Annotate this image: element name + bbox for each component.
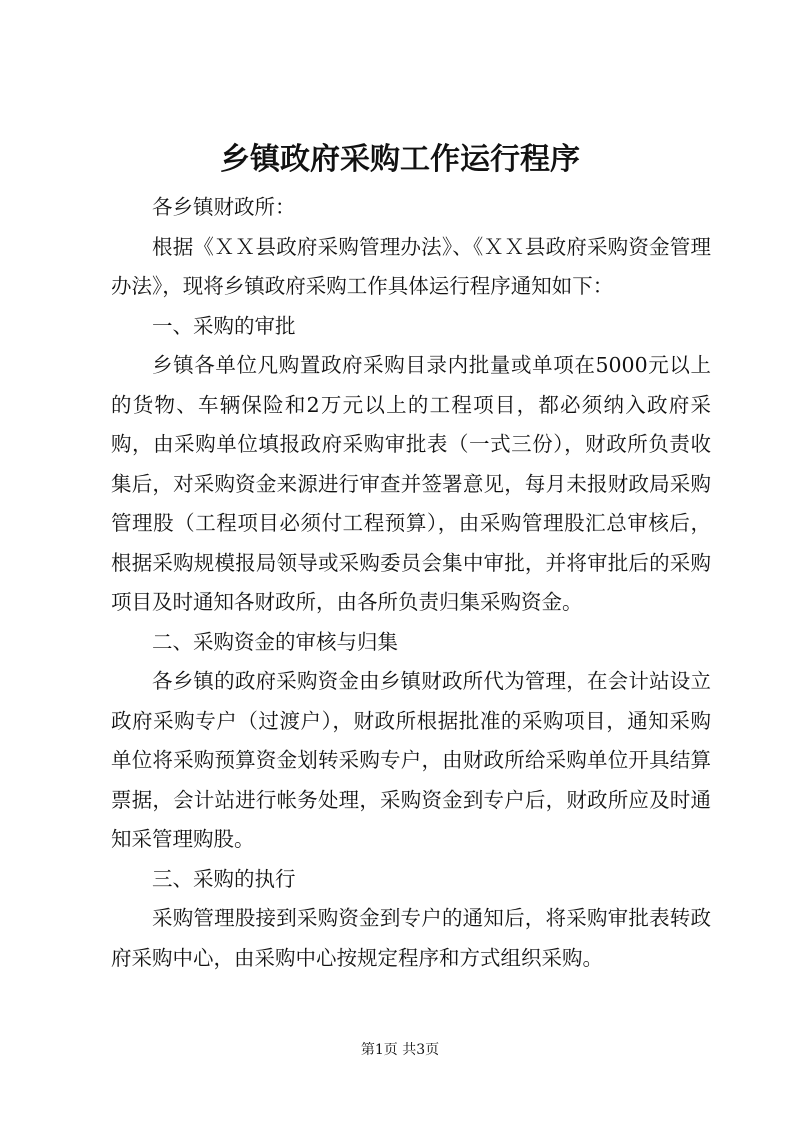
- section-text-funds: 各乡镇的政府采购资金由乡镇财政所代为管理，在会计站设立政府采购专户（过渡户），财政所根据批准的采购项目，通知采购单位将采购预算资金划转采购专户，由财政所给采购单位开具结算票据，会计站进行帐务处理，采购资金到专户后，财政所应及时通知采管理购股。: [111, 669, 711, 851]
- intro-paragraph: 根据《ＸＸ县政府采购管理办法》、《ＸＸ县政府采购资金管理办法》，现将乡镇政府采购工作具体运行程序通知如下：: [111, 234, 711, 298]
- section-text-execution: 采购管理股接到采购资金到专户的通知后，将采购审批表转政府采购中心，由采购中心按规定程序和方式组织采购。: [111, 906, 711, 970]
- document-body: [111, 188, 711, 978]
- salutation: 各乡镇财政所：: [152, 195, 296, 219]
- section-text-approval: 乡镇各单位凡购置政府采购目录内批量或单项在5000元以上的货物、车辆保险和2万元以上的工程项目，都必须纳入政府采购，由采购单位填报政府采购审批表（一式三份），财政所负责收集后，对采购资金来源进行审查并签署意见，每月未报财政局采购管理股（工程项目必须付工程预算），由采购管理股汇总审核后，根据采购规模报局领导或采购委员会集中审批，并将审批后的采购项目及时通知各财政所，由各所负责归集采购资金。: [111, 353, 711, 614]
- document-title: 乡镇政府采购工作运行程序: [220, 142, 580, 177]
- section-heading-approval: 一、采购的审批: [152, 313, 296, 338]
- section-heading-funds: 二、采购资金的审核与归集: [152, 629, 398, 654]
- page-footer: 第1页 共3页: [360, 1042, 440, 1058]
- section-heading-execution: 三、采购的执行: [152, 866, 296, 891]
